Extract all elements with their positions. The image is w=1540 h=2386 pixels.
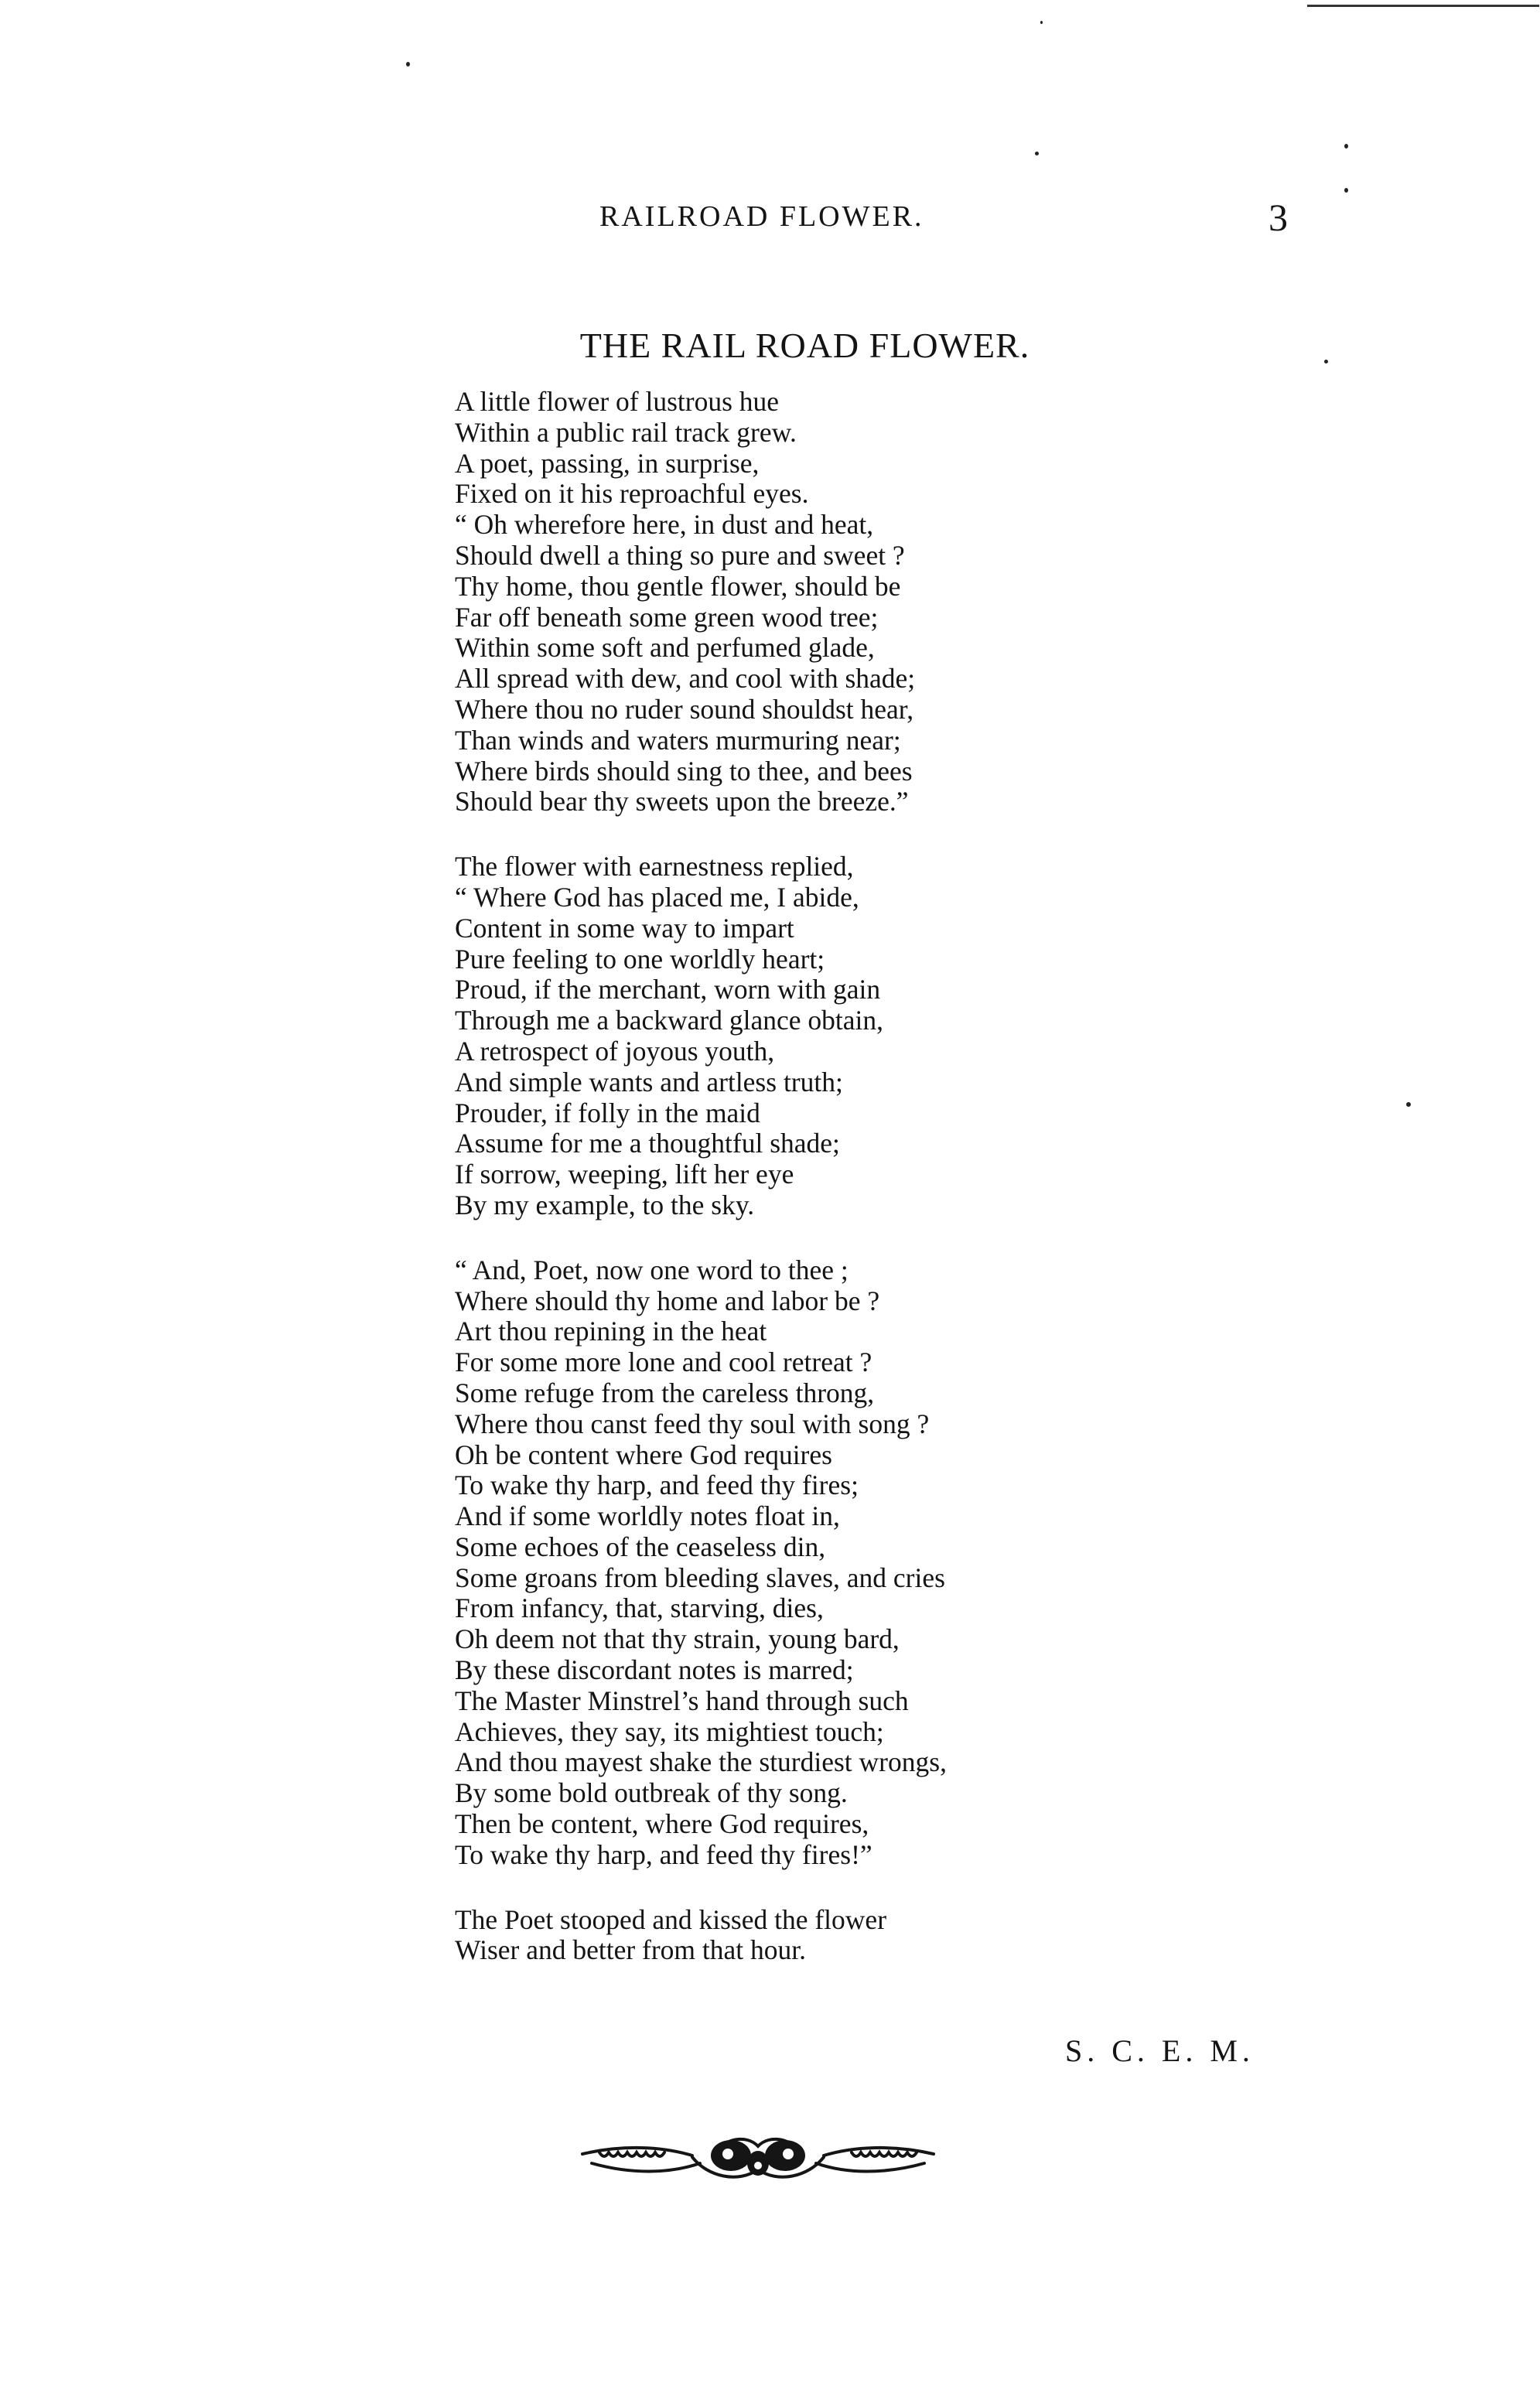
poem-line: And simple wants and artless truth; [455, 1066, 843, 1097]
poem-line: Some refuge from the careless throng, [455, 1377, 875, 1408]
poem-line: And thou mayest shake the sturdiest wrongs, [455, 1746, 947, 1778]
poem-line: Achieves, they say, its mightiest touch; [455, 1715, 884, 1747]
poem-line: Then be content, where God requires, [455, 1808, 869, 1840]
poem-line: “ Oh wherefore here, in dust and heat, [455, 509, 874, 541]
poem-line: By my example, to the sky. [455, 1189, 755, 1220]
poem-line: Thy home, thou gentle flower, should be [455, 570, 901, 602]
poem-line: Prouder, if folly in the maid [455, 1097, 760, 1128]
poem-line: Within a public rail track grew. [455, 416, 797, 448]
scroll-ornament-icon [576, 2123, 940, 2193]
poem-line: Within some soft and perfumed glade, [455, 632, 875, 664]
running-head [0, 196, 1540, 246]
poem-line: Should bear thy sweets upon the breeze.” [455, 786, 909, 818]
poem-line: A little flower of lustrous hue [455, 386, 780, 417]
poem-line: Should dwell a thing so pure and sweet ? [455, 539, 905, 571]
poem-line: If sorrow, weeping, lift her eye [455, 1159, 794, 1190]
poem-line: “ Where God has placed me, I abide, [455, 881, 859, 913]
poem-line: The flower with earnestness replied, [455, 851, 854, 882]
poem-line: All spread with dew, and cool with shade; [455, 663, 916, 695]
print-speck [1040, 21, 1043, 24]
poem-line: The Poet stooped and kissed the flower [455, 1903, 887, 1935]
poem-line: From infancy, that, starving, dies, [455, 1592, 824, 1624]
poem-line: Art thou repining in the heat [455, 1316, 767, 1347]
top-edge-rule [1307, 5, 1539, 7]
poem-line: Where thou no ruder sound shouldst hear, [455, 693, 914, 725]
poem-line: Fixed on it his reproachful eyes. [455, 478, 809, 510]
poem-line: Pure feeling to one worldly heart; [455, 943, 825, 975]
poem-line: A poet, passing, in surprise, [455, 447, 760, 479]
poem-line: Through me a backward glance obtain, [455, 1005, 883, 1036]
poem-line: For some more lone and cool retreat ? [455, 1347, 872, 1378]
poem-line: Assume for me a thoughtful shade; [455, 1128, 840, 1159]
stanza-3 [455, 1255, 1383, 1871]
poem-line: “ And, Poet, now one word to thee ; [455, 1254, 849, 1285]
poem-line: Far off beneath some green wood tree; [455, 601, 879, 633]
poem-line: Where birds should sing to thee, and bees [455, 755, 913, 787]
poem-title: THE RAIL ROAD FLOWER. [579, 326, 1030, 365]
print-speck [406, 62, 410, 67]
stanza-4 [455, 1905, 1383, 1967]
poem-line: Some echoes of the ceaseless din, [455, 1531, 826, 1562]
poem-line: To wake thy harp, and feed thy fires!” [455, 1838, 872, 1870]
poem-line: Where thou canst feed thy soul with song ? [455, 1408, 930, 1439]
poem-line: Wiser and better from that hour. [455, 1934, 807, 1966]
poem-line: By these discordant notes is marred; [455, 1654, 854, 1686]
poem-line: A retrospect of joyous youth, [455, 1035, 775, 1067]
print-speck [1344, 188, 1348, 193]
poem-line: Oh be content where God requires [455, 1439, 832, 1470]
poem-line: To wake thy harp, and feed thy fires; [455, 1469, 859, 1501]
print-speck [1035, 152, 1039, 155]
poem-line: Where should thy home and labor be ? [455, 1285, 880, 1316]
poem-line: And if some worldly notes float in, [455, 1500, 840, 1532]
poem-line: Content in some way to impart [455, 912, 794, 944]
stanza-1 [455, 387, 1383, 818]
poem-line: Than winds and waters murmuring near; [455, 724, 901, 756]
page-number: 3 [1269, 196, 1288, 239]
poem-line: Oh deem not that thy strain, young bard, [455, 1623, 900, 1655]
stanza-2 [455, 852, 1383, 1221]
poem-body [455, 387, 1383, 2000]
print-speck [1324, 360, 1328, 364]
running-title: RAILROAD FLOWER. [599, 200, 924, 233]
poem-line: The Master Minstrel’s hand through such [455, 1685, 909, 1716]
signature: S. C. E. M. [1065, 2033, 1255, 2068]
poem-line: Some groans from bleeding slaves, and cries [455, 1562, 945, 1593]
poem-line: Proud, if the merchant, worn with gain [455, 974, 881, 1005]
print-speck [1406, 1102, 1411, 1107]
print-speck [1344, 144, 1348, 148]
poem-line: By some bold outbreak of thy song. [455, 1777, 848, 1809]
